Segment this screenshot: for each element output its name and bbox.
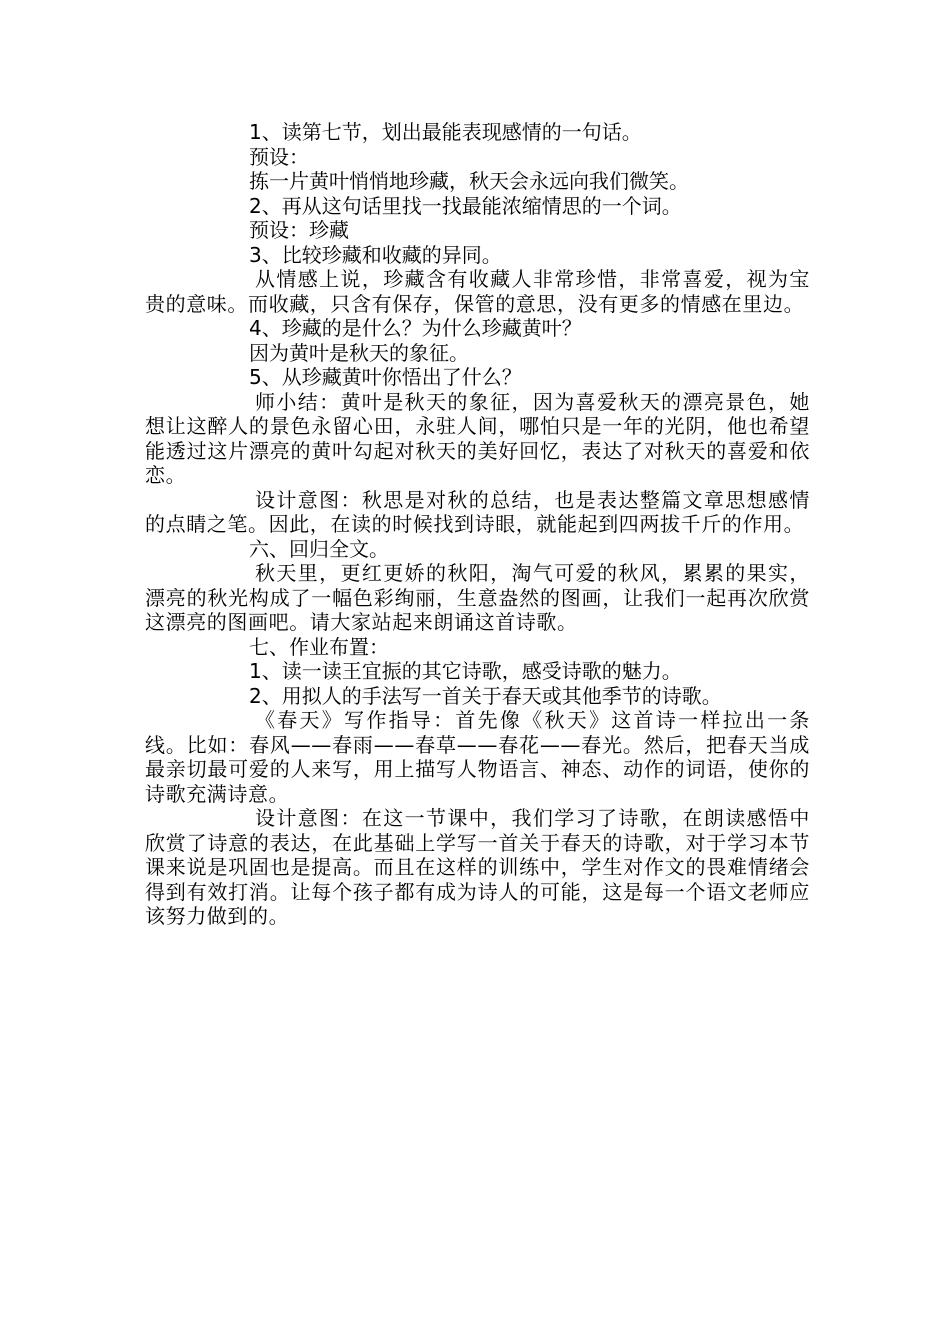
writing-guide-paragraph: 《春天》写作指导：首先像《秋天》这首诗一样拉出一条线。比如：春风——春雨——春草——春花——春光。然后，把春天当成最亲切最可爱的人来写，用上描写人物语言、神态、动作的词语，使你的诗歌充满诗意。: [145, 708, 810, 806]
design-intent-paragraph-1: 设计意图：秋思是对秋的总结，也是表达整篇文章思想感情的点睛之笔。因此，在读的时候找到诗眼，就能起到四两拔千斤的作用。: [145, 487, 810, 536]
answer-line: 因为黄叶是秋天的象征。: [249, 340, 469, 365]
comparison-paragraph: 从情感上说，珍藏含有收藏人非常珍惜，非常喜爱，视为宝贵的意味。而收藏，只含有保存，保管的意思，没有更多的情感在里边。: [145, 267, 810, 316]
section-6-heading: 六、回归全文。: [249, 536, 389, 561]
step-3-line: 3、比较珍藏和收藏的异同。: [249, 242, 502, 267]
design-intent-paragraph-2: 设计意图：在这一节课中，我们学习了诗歌，在朗读感悟中欣赏了诗意的表达，在此基础上学写一首关于春天的诗歌，对于学习本节课来说是巩固也是提高。而且在这样的训练中，学生对作文的畏难情绪会得到有效打消。让每个孩子都有成为诗人的可能，这是每一个语文老师应该努力做到的。: [145, 806, 810, 928]
preset-label-line: 预设：: [249, 144, 309, 169]
step-4-line: 4、珍藏的是什么？为什么珍藏黄叶？: [249, 316, 582, 340]
homework-item-1: 1、读一读王宜振的其它诗歌，感受诗歌的魅力。: [249, 659, 682, 683]
quote-line: 拣一片黄叶悄悄地珍藏，秋天会永远向我们微笑。: [249, 169, 689, 193]
teacher-summary-paragraph: 师小结：黄叶是秋天的象征，因为喜爱秋天的漂亮景色，她想让这醉人的景色永留心田，永驻人间，哪怕只是一年的光阴，他也希望能透过这片漂亮的黄叶勾起对秋天的美好回忆，表达了对秋天的喜爱和依恋。: [145, 389, 810, 487]
preset-answer-line: 预设：珍藏: [249, 218, 349, 242]
step-5-line: 5、从珍藏黄叶你悟出了什么？: [249, 365, 522, 389]
step-1-line: 1、读第七节，划出最能表现感情的一句话。: [249, 120, 642, 144]
section-7-heading: 七、作业布置：: [249, 634, 389, 659]
review-paragraph: 秋天里，更红更娇的秋阳，淘气可爱的秋风，累累的果实，漂亮的秋光构成了一幅色彩绚丽，生意盎然的图画，让我们一起再次欣赏这漂亮的图画吧。请大家站起来朗诵这首诗歌。: [145, 561, 810, 634]
step-2-line: 2、再从这句话里找一找最能浓缩情思的一个词。: [249, 193, 682, 218]
homework-item-2: 2、用拟人的手法写一首关于春天或其他季节的诗歌。: [249, 683, 722, 708]
document-body: [145, 120, 810, 929]
